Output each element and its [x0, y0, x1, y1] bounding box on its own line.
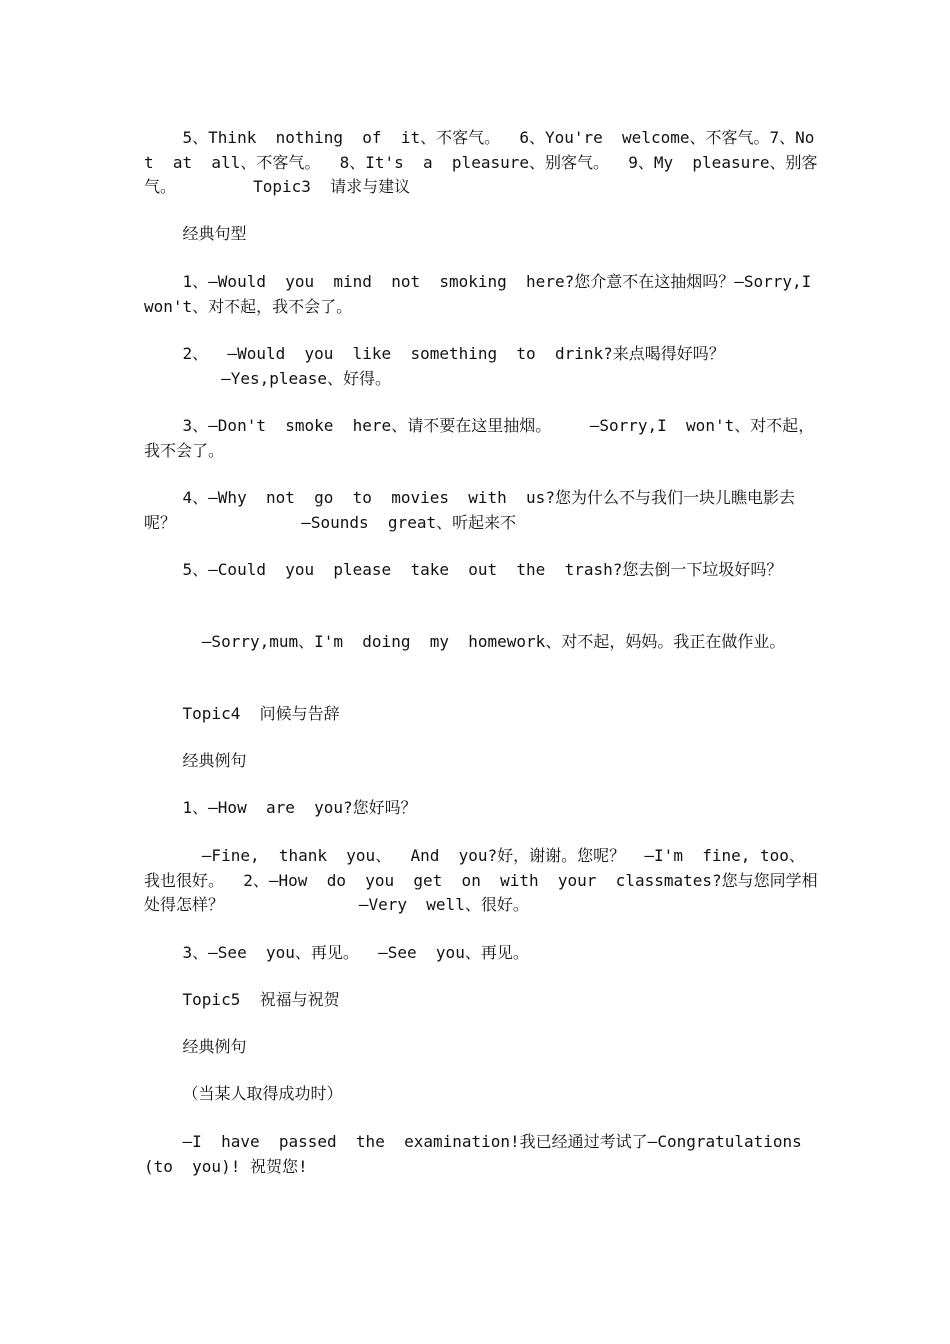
paragraph-success-note: （当某人取得成功时）	[144, 1084, 343, 1103]
heading-classic-examples-2: 经典例句	[144, 1037, 247, 1056]
paragraph-greeting-3: 3、—See you、再见。 —See you、再见。	[144, 943, 529, 962]
paragraph-item-5-reply: —Sorry,mum、I'm doing my homework、对不起，妈妈。我正在做作业。	[144, 632, 786, 651]
heading-topic5: Topic5 祝福与祝贺	[144, 990, 340, 1009]
paragraph-item-2: 2、 —Would you like something to drink?来点喝得好吗？ —Yes,please、好得。	[182, 344, 725, 388]
heading-classic-sentences: 经典句型	[144, 224, 247, 243]
paragraph-item-4: 4、—Why not go to movies with us?您为什么不与我们一块儿瞧电影去呢？ —Sounds great、听起来不	[144, 488, 795, 532]
heading-topic4: Topic4 问候与告辞	[144, 704, 340, 723]
paragraph-item-1: 1、—Would you mind not smoking here?您介意不在这抽烟吗？—Sorry,I won't、对不起，我不会了。	[144, 272, 831, 316]
paragraph-greeting-reply: —Fine, thank you、 And you?好，谢谢。您呢？ —I'm fine, too、我也很好。 2、—How do you get on with your classmates?您与您同学相处得怎样？ —Very well、很好。	[144, 846, 818, 914]
paragraph-item-3: 3、—Don't smoke here、请不要在这里抽烟。 —Sorry,I won't、对不起，我不会了。	[144, 416, 815, 460]
paragraph-congratulations: —I have passed the examination!我已经通过考试了—Congratulations (to you)! 祝贺您!	[144, 1132, 822, 1176]
paragraph-topic3-phrases: 5、Think nothing of it、不客气。 6、You're welcome、不客气。7、Not at all、不客气。 8、It's a pleasure、别客气。 9、My pleasure、别客气。 Topic3 请求与建议	[144, 128, 818, 196]
heading-classic-examples-1: 经典例句	[144, 751, 247, 770]
paragraph-item-5: 5、—Could you please take out the trash?您去倒一下垃圾好吗？	[144, 560, 783, 579]
paragraph-greeting-1: 1、—How are you?您好吗？	[144, 798, 417, 817]
